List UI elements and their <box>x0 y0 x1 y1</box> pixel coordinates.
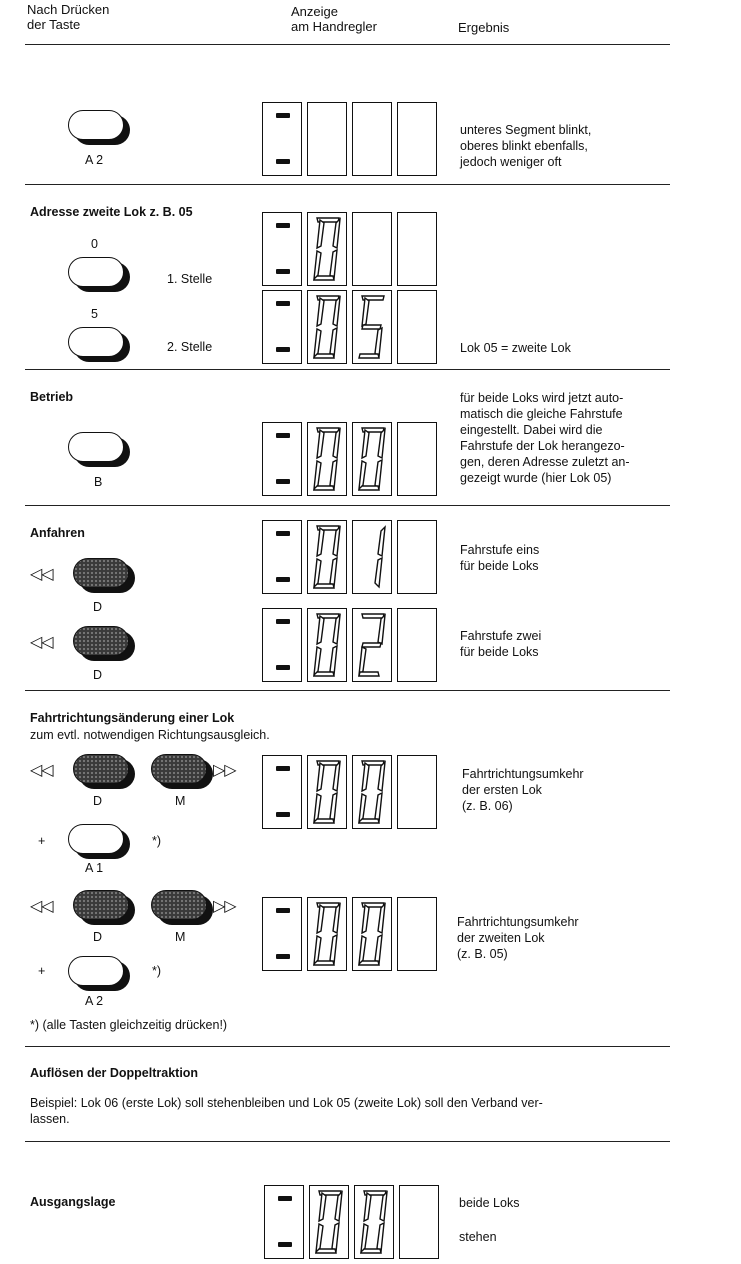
upper-segment <box>276 433 290 438</box>
divider <box>25 184 670 185</box>
segment-b <box>333 904 340 933</box>
section-title: Adresse zweite Lok z. B. 05 <box>30 205 193 219</box>
display-digit-cell <box>399 1185 439 1259</box>
result-text: Lok 05 = zweite Lok <box>460 341 571 355</box>
display-digit-cell <box>352 520 392 594</box>
lower-segment <box>276 577 290 582</box>
segment-f <box>317 220 324 248</box>
divider <box>25 369 670 370</box>
key-5 <box>68 327 124 357</box>
segment-f <box>317 616 324 644</box>
seven-segment-digit <box>357 1188 391 1256</box>
segment-c <box>375 328 382 357</box>
display-digit-cell <box>397 290 437 364</box>
section-title: Auflösen der Doppeltraktion <box>30 1066 199 1080</box>
key-a1 <box>68 824 124 854</box>
segment-e <box>359 794 366 822</box>
key-label: A 1 <box>85 861 104 875</box>
segment-f <box>317 430 324 458</box>
segment-b <box>378 904 385 933</box>
section-subtitle: zum evtl. notwendigen Richtungsausgleich. <box>30 728 270 742</box>
segment-f <box>364 1193 371 1221</box>
display-status-cell <box>264 1185 304 1259</box>
seven-segment-digit <box>310 900 344 968</box>
key-d <box>73 558 129 588</box>
result-text: stehen <box>459 1230 497 1244</box>
segment-e <box>314 794 321 822</box>
display-digit-cell <box>352 212 392 286</box>
header-col-keys: Nach Drücken der Taste <box>27 2 110 32</box>
upper-segment <box>276 619 290 624</box>
section-title: Ausgangslage <box>30 1195 116 1209</box>
seven-segment-digit <box>355 523 389 591</box>
segment-e <box>314 647 321 675</box>
key-0 <box>68 257 124 287</box>
seven-segment-digit <box>312 1188 346 1256</box>
double-left-triangle-icon: ◁◁ <box>30 634 53 651</box>
key-label: D <box>93 668 103 682</box>
segment-f <box>317 905 324 933</box>
display-digit-cell <box>309 1185 349 1259</box>
header-col-display: Anzeige am Handregler <box>291 4 377 34</box>
seven-segment-digit <box>310 293 344 361</box>
key-m <box>151 754 207 784</box>
segment-e <box>359 461 366 489</box>
upper-segment <box>276 766 290 771</box>
segment-b <box>378 429 385 458</box>
segment-b <box>333 615 340 644</box>
display-digit-cell <box>307 608 347 682</box>
display-status-cell <box>262 520 302 594</box>
segment-g <box>362 325 381 329</box>
divider <box>25 1046 670 1047</box>
divider <box>25 44 670 45</box>
upper-segment <box>276 908 290 913</box>
display-digit-cell <box>352 102 392 176</box>
upper-segment <box>276 531 290 536</box>
double-right-triangle-icon: ▷▷ <box>213 898 236 915</box>
display-digit-cell <box>397 608 437 682</box>
example-text: Beispiel: Lok 06 (erste Lok) soll stehenbleiben und Lok 05 (zweite Lok) soll den Verband ver- lassen. <box>30 1096 543 1126</box>
key-m <box>151 890 207 920</box>
segment-e <box>359 647 366 675</box>
segment-d <box>359 672 379 676</box>
segment-c <box>330 460 337 489</box>
plus-sign: + <box>38 964 46 978</box>
segment-b <box>378 527 385 556</box>
segment-e <box>316 1224 323 1252</box>
display-status-cell <box>262 755 302 829</box>
key-label: A 2 <box>85 153 104 167</box>
lower-segment <box>276 812 290 817</box>
segment-c <box>332 1223 339 1252</box>
handregler-display <box>262 422 436 496</box>
key-label: M <box>175 930 186 944</box>
footnote-mark: *) <box>152 964 162 978</box>
segment-b <box>333 219 340 248</box>
double-left-triangle-icon: ◁◁ <box>30 566 53 583</box>
footnote: *) (alle Tasten gleichzeitig drücken!) <box>30 1018 228 1032</box>
digit-position-label: 2. Stelle <box>167 340 213 354</box>
segment-e <box>361 1224 368 1252</box>
lower-segment <box>276 159 290 164</box>
plus-sign: + <box>38 834 46 848</box>
segment-b <box>333 297 340 326</box>
segment-f <box>317 298 324 326</box>
double-left-triangle-icon: ◁◁ <box>30 762 53 779</box>
header-col-result: Ergebnis <box>458 20 510 35</box>
segment-c <box>330 558 337 587</box>
handregler-display <box>264 1185 438 1259</box>
display-status-cell <box>262 897 302 971</box>
key-a2 <box>68 110 124 140</box>
display-digit-cell <box>352 290 392 364</box>
section-title: Anfahren <box>30 526 85 540</box>
segment-b <box>333 762 340 791</box>
segment-f <box>317 528 324 556</box>
result-text: Fahrstufe zwei für beide Loks <box>460 629 542 659</box>
segment-b <box>378 615 385 644</box>
handregler-display <box>262 520 436 594</box>
seven-segment-digit <box>355 611 389 679</box>
divider <box>25 690 670 691</box>
display-digit-cell <box>397 755 437 829</box>
segment-e <box>359 936 366 964</box>
digit-position-label: 1. Stelle <box>167 272 213 286</box>
result-text: Fahrtrichtungsumkehr der ersten Lok (z. B. 06) <box>462 767 584 813</box>
footnote-mark: *) <box>152 834 162 848</box>
lower-segment <box>276 954 290 959</box>
upper-segment <box>276 113 290 118</box>
upper-segment <box>276 223 290 228</box>
lower-segment <box>276 479 290 484</box>
seven-segment-digit <box>355 425 389 493</box>
seven-segment-digit <box>310 523 344 591</box>
result-text: unteres Segment blinkt, oberes blinkt ebenfalls, jedoch weniger oft <box>460 123 592 169</box>
handregler-display <box>262 755 436 829</box>
segment-f <box>319 1193 326 1221</box>
segment-b <box>333 429 340 458</box>
display-digit-cell <box>352 755 392 829</box>
segment-c <box>375 558 382 587</box>
key-top-label: 0 <box>91 237 98 251</box>
handregler-display <box>262 102 436 176</box>
display-digit-cell <box>397 422 437 496</box>
upper-segment <box>278 1196 292 1201</box>
segment-c <box>330 793 337 822</box>
segment-b <box>333 527 340 556</box>
display-digit-cell <box>397 212 437 286</box>
handregler-display <box>262 608 436 682</box>
divider <box>25 505 670 506</box>
seven-segment-digit <box>355 293 389 361</box>
lower-segment <box>278 1242 292 1247</box>
display-digit-cell <box>307 897 347 971</box>
display-status-cell <box>262 608 302 682</box>
segment-e <box>314 251 321 279</box>
display-digit-cell <box>354 1185 394 1259</box>
display-digit-cell <box>307 520 347 594</box>
segment-c <box>330 328 337 357</box>
segment-f <box>362 430 369 458</box>
segment-a <box>362 614 384 618</box>
key-top-label: 5 <box>91 307 98 321</box>
double-left-triangle-icon: ◁◁ <box>30 898 53 915</box>
key-label: D <box>93 794 103 808</box>
key-b <box>68 432 124 462</box>
section-title: Fahrtrichtungsänderung einer Lok <box>30 711 235 725</box>
display-digit-cell <box>307 755 347 829</box>
segment-f <box>362 298 369 326</box>
display-digit-cell <box>307 290 347 364</box>
segment-e <box>314 936 321 964</box>
segment-c <box>375 935 382 964</box>
display-digit-cell <box>307 422 347 496</box>
seven-segment-digit <box>355 758 389 826</box>
seven-segment-digit <box>310 215 344 283</box>
segment-e <box>314 559 321 587</box>
seven-segment-digit <box>310 758 344 826</box>
double-right-triangle-icon: ▷▷ <box>213 762 236 779</box>
seven-segment-digit <box>310 611 344 679</box>
handregler-display <box>262 290 436 364</box>
display-digit-cell <box>352 422 392 496</box>
display-status-cell <box>262 102 302 176</box>
segment-b <box>378 762 385 791</box>
segment-c <box>375 793 382 822</box>
segment-f <box>317 763 324 791</box>
key-label: A 2 <box>85 994 104 1008</box>
segment-e <box>314 329 321 357</box>
key-d <box>73 890 129 920</box>
display-digit-cell <box>397 102 437 176</box>
segment-c <box>330 646 337 675</box>
segment-b <box>335 1192 342 1221</box>
key-d <box>73 626 129 656</box>
display-digit-cell <box>352 897 392 971</box>
key-a2 <box>68 956 124 986</box>
seven-segment-digit <box>310 425 344 493</box>
segment-f <box>362 763 369 791</box>
key-label: B <box>94 475 103 489</box>
segment-d <box>359 354 379 358</box>
display-digit-cell <box>352 608 392 682</box>
lower-segment <box>276 347 290 352</box>
display-digit-cell <box>307 102 347 176</box>
display-digit-cell <box>397 520 437 594</box>
result-text: Fahrtrichtungsumkehr der zweiten Lok (z. B. 05) <box>457 915 579 961</box>
result-text: beide Loks <box>459 1196 520 1210</box>
segment-c <box>330 250 337 279</box>
display-digit-cell <box>307 212 347 286</box>
handregler-display <box>262 897 436 971</box>
seven-segment-digit <box>355 900 389 968</box>
key-label: D <box>93 930 103 944</box>
section-title: Betrieb <box>30 390 74 404</box>
handregler-display <box>262 212 436 286</box>
segment-e <box>314 461 321 489</box>
segment-c <box>330 935 337 964</box>
result-text: für beide Loks wird jetzt auto- matisch die gleiche Fahrstufe eingestellt. Dabei wird die Fahrstufe der Lok herangezo- gen, deren Adresse zuletzt an- gezeigt wurde (hier Lok 05) <box>460 391 630 485</box>
key-d <box>73 754 129 784</box>
lower-segment <box>276 665 290 670</box>
key-label: D <box>93 600 103 614</box>
segment-c <box>377 1223 384 1252</box>
upper-segment <box>276 301 290 306</box>
segment-f <box>362 905 369 933</box>
key-label: M <box>175 794 186 808</box>
display-status-cell <box>262 290 302 364</box>
display-digit-cell <box>397 897 437 971</box>
lower-segment <box>276 269 290 274</box>
segment-b <box>380 1192 387 1221</box>
divider <box>25 1141 670 1142</box>
segment-c <box>375 460 382 489</box>
display-status-cell <box>262 212 302 286</box>
segment-g <box>362 643 381 647</box>
display-status-cell <box>262 422 302 496</box>
result-text: Fahrstufe eins für beide Loks <box>460 543 540 573</box>
